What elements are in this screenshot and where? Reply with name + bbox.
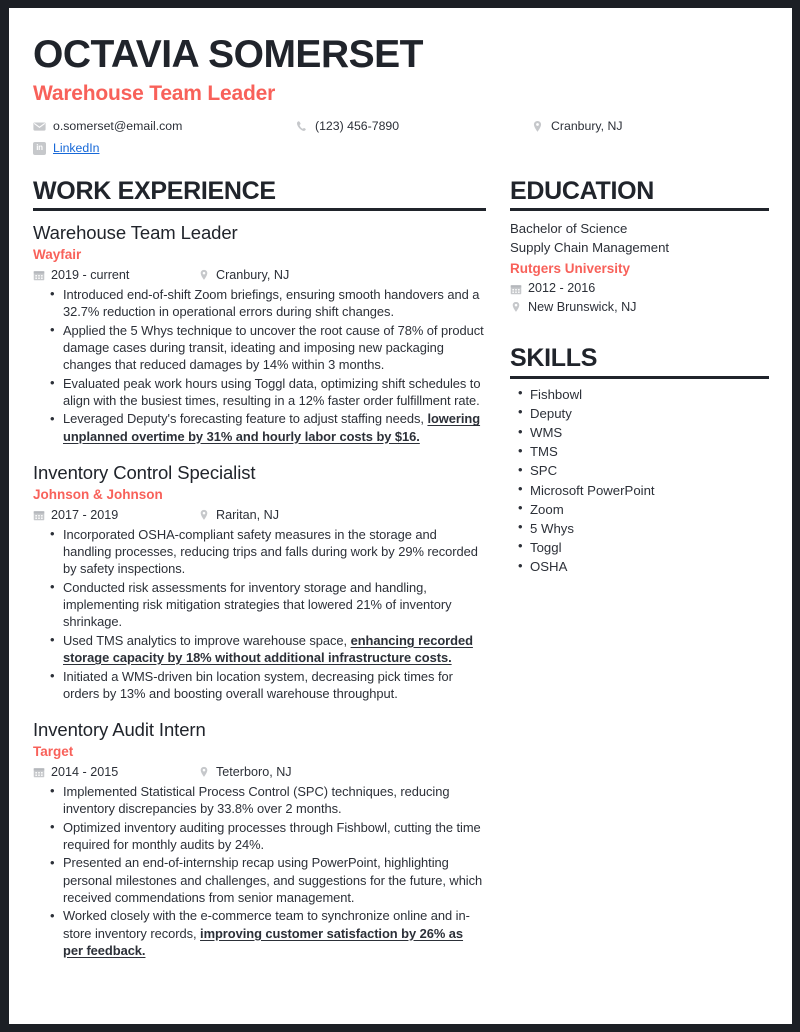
- work-entry-dates-text: 2014 - 2015: [51, 764, 119, 779]
- skills-rule: [510, 376, 769, 379]
- work-entry-location: [198, 268, 289, 283]
- map-pin-icon: [198, 766, 210, 778]
- work-entry-bullet: [63, 668, 486, 703]
- work-entry-dates-text: 2019 - current: [51, 267, 130, 282]
- work-entry-dates: [33, 508, 198, 523]
- resume-sheet: [9, 8, 792, 1024]
- skills-list: [510, 385, 769, 576]
- candidate-name: OCTAVIA SOMERSET: [33, 33, 423, 76]
- work-entry-bullets: [33, 526, 486, 702]
- skill-item: • TMS: [530, 442, 769, 461]
- map-pin-icon: [531, 120, 544, 133]
- resume-body: [33, 178, 768, 961]
- education-rule: [510, 208, 769, 211]
- education-section: [510, 178, 769, 316]
- work-experience-heading: WORK EXPERIENCE: [33, 176, 276, 205]
- contact-location: [531, 119, 768, 134]
- linkedin-badge-text: in: [33, 142, 46, 155]
- work-entry-location: [198, 508, 279, 523]
- work-entry-bullets: [33, 783, 486, 959]
- work-entry-company: Wayfair: [33, 247, 82, 263]
- work-entry-bullet: [63, 322, 486, 374]
- calendar-icon: [33, 766, 45, 778]
- calendar-icon: [33, 269, 45, 281]
- education-location: [510, 300, 769, 316]
- bullet-text: Incorporated OSHA-compliant safety measures in the storage and handling processes, reducing trips and falls during work by 29% recorded by safety inspections.: [63, 526, 478, 577]
- work-entry-bullet: [63, 819, 486, 854]
- bullet-text: Optimized inventory auditing processes through Fishbowl, cutting the time required for monthly audits by 24%.: [63, 819, 481, 853]
- work-entry-bullet: [63, 410, 486, 445]
- work-entry-location-text: Teterboro, NJ: [216, 764, 292, 779]
- work-entry-title: Inventory Control Specialist: [33, 461, 256, 483]
- work-entry-location: [198, 765, 292, 780]
- skill-item: • Deputy: [530, 404, 769, 423]
- work-experience-section: [33, 178, 486, 960]
- work-entry-bullet: [63, 783, 486, 818]
- work-entry: [33, 221, 486, 445]
- work-entry-company: Johnson & Johnson: [33, 487, 163, 503]
- left-column: [33, 178, 486, 961]
- work-entry: [33, 461, 486, 702]
- work-entry-location-text: Cranbury, NJ: [216, 267, 290, 282]
- linkedin-link[interactable]: LinkedIn: [53, 140, 100, 155]
- envelope-icon: [33, 120, 46, 133]
- education-entry: [510, 219, 769, 315]
- work-entry-meta: [33, 765, 486, 780]
- work-entry-bullet: [63, 854, 486, 906]
- work-entry-meta: [33, 508, 486, 523]
- contact-email[interactable]: [33, 119, 295, 134]
- work-entry-dates: [33, 268, 198, 283]
- bullet-text: Leveraged Deputy's forecasting feature to adjust staffing needs,: [63, 411, 428, 427]
- skill-item: • 5 Whys: [530, 519, 769, 538]
- work-entry-location-text: Raritan, NJ: [216, 507, 279, 522]
- education-school: Rutgers University: [510, 260, 631, 276]
- skill-item: • SPC: [530, 461, 769, 480]
- bullet-text: Initiated a WMS-driven bin location system, decreasing pick times for orders by 13% and boosting overall warehouse throughput.: [63, 668, 453, 701]
- location-text: Cranbury, NJ: [551, 119, 623, 134]
- skill-item: • Zoom: [530, 500, 769, 519]
- education-degree: Bachelor of Science: [510, 221, 628, 237]
- bullet-emphasis: enhancing recorded storage capacity by 18% without additional infrastructure costs.: [63, 632, 473, 666]
- bullet-text: Worked closely with the e-commerce team to synchronize online and in-store inventory records,: [63, 908, 470, 941]
- work-entry-bullet: [63, 632, 486, 667]
- linkedin-icon: [33, 142, 46, 155]
- education-heading: EDUCATION: [510, 176, 655, 205]
- work-experience-entries: [33, 221, 486, 959]
- bullet-text: Introduced end-of-shift Zoom briefings, ensuring smooth handovers and a 32.7% reduction in operational errors during shift changes.: [63, 286, 480, 320]
- work-entry-company: Target: [33, 744, 74, 760]
- work-entry-dates: [33, 765, 198, 780]
- education-dates-text: 2012 - 2016: [528, 280, 596, 295]
- contact-phone[interactable]: [295, 119, 531, 134]
- work-entry-title: Inventory Audit Intern: [33, 719, 206, 741]
- bullet-emphasis: lowering unplanned overtime by 31% and hourly labor costs by $16.: [63, 411, 481, 444]
- bullet-text: Applied the 5 Whys technique to uncover the root cause of 78% of product damage cases during transit, ideating and imposing new packaging changes that reduced damages by 14% within 3 months.: [63, 322, 484, 373]
- right-column: [510, 178, 769, 577]
- email-text: o.somerset@email.com: [53, 119, 183, 134]
- map-pin-icon: [198, 269, 210, 281]
- bullet-emphasis: improving customer satisfaction by 26% as per feedback.: [63, 925, 464, 959]
- work-entry-bullets: [33, 286, 486, 445]
- work-experience-rule: [33, 208, 486, 211]
- phone-icon: [295, 120, 308, 133]
- work-entry: [33, 718, 486, 959]
- education-location-text: New Brunswick, NJ: [528, 299, 637, 314]
- education-dates: [510, 281, 769, 297]
- skill-item: • Toggl: [530, 538, 769, 557]
- education-field: Supply Chain Management: [510, 240, 670, 256]
- resume-header: [33, 34, 768, 156]
- candidate-job-title: Warehouse Team Leader: [33, 82, 276, 106]
- work-entry-bullet: [63, 375, 486, 410]
- skill-item: • WMS: [530, 423, 769, 442]
- work-entry-bullet: [63, 526, 486, 578]
- work-entry-bullet: [63, 579, 486, 631]
- bullet-text: Presented an end-of-internship recap using PowerPoint, highlighting personal milestones and challenges, and suggestions for the future, which received commendations from senior management.: [63, 855, 483, 906]
- contact-linkedin[interactable]: [33, 141, 295, 156]
- skills-section: [510, 345, 769, 576]
- calendar-icon: [510, 283, 522, 295]
- calendar-icon: [33, 509, 45, 521]
- work-entry-bullet: [63, 907, 486, 959]
- bullet-text: Used TMS analytics to improve warehouse space,: [63, 632, 351, 648]
- skills-heading: SKILLS: [510, 344, 598, 373]
- skill-item: • Microsoft PowerPoint: [530, 481, 769, 500]
- bullet-text: Implemented Statistical Process Control (SPC) techniques, reducing inventory discrepancies by 33.8% over 2 months.: [63, 783, 450, 817]
- bullet-text: Conducted risk assessments for inventory storage and handling, implementing risk mitigation strategies that lowered 21% of inventory shrinkage.: [63, 579, 452, 630]
- bullet-text: Evaluated peak work hours using Toggl data, optimizing shift schedules to align with the busiest times, resulting in a 12% faster order fulfillment rate.: [63, 375, 481, 408]
- work-entry-bullet: [63, 286, 486, 321]
- phone-text: (123) 456-7890: [315, 119, 400, 134]
- work-entry-title: Warehouse Team Leader: [33, 222, 238, 244]
- work-entry-meta: [33, 268, 486, 283]
- map-pin-icon: [510, 301, 522, 313]
- skill-item: • Fishbowl: [530, 385, 769, 404]
- work-entry-dates-text: 2017 - 2019: [51, 507, 119, 522]
- contact-info: [33, 119, 768, 156]
- skill-item: • OSHA: [530, 557, 769, 576]
- map-pin-icon: [198, 509, 210, 521]
